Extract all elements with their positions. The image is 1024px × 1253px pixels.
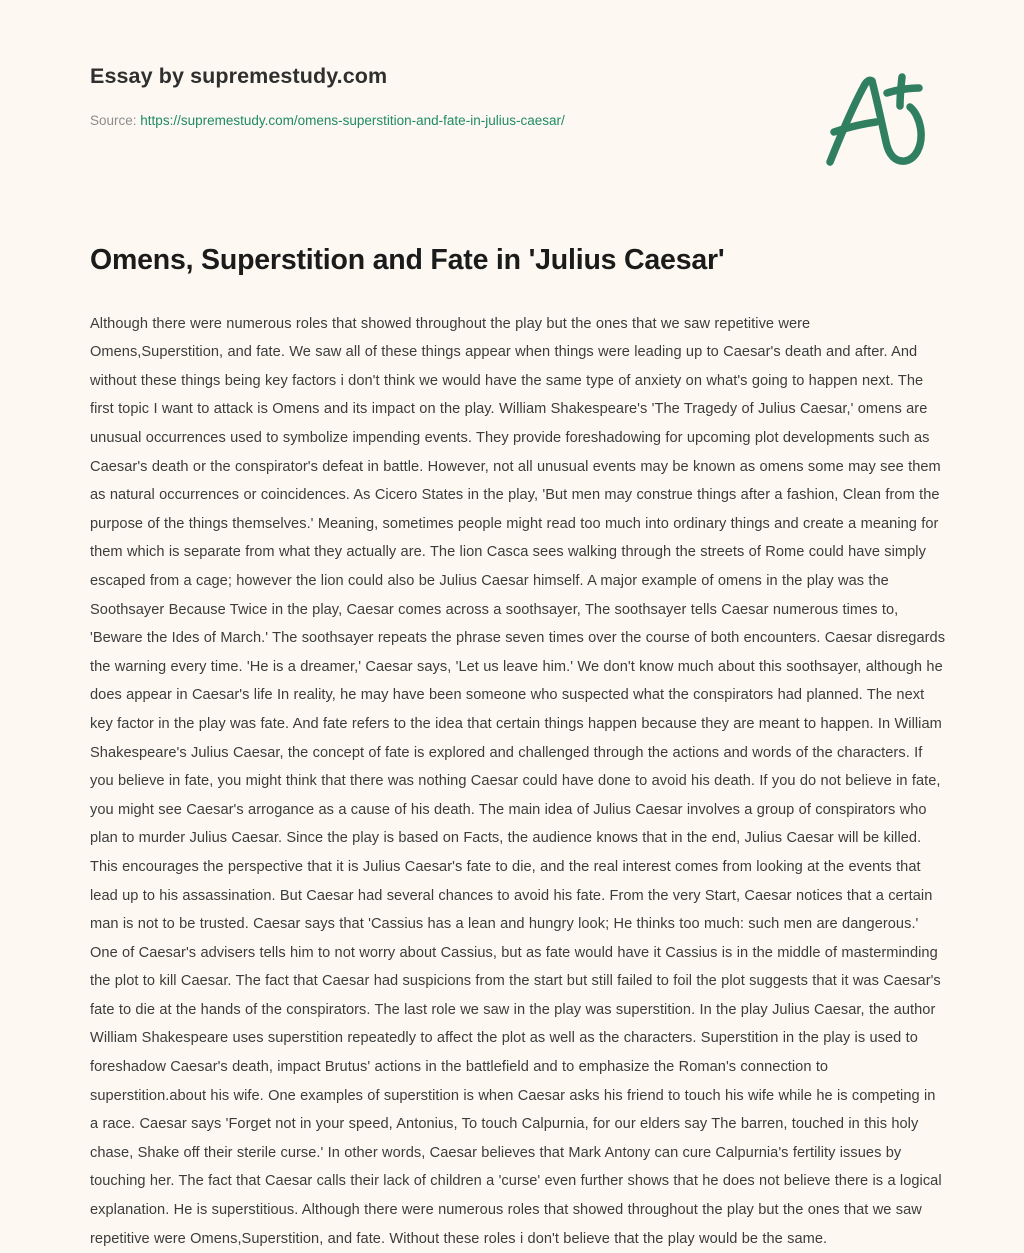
page-header <box>0 0 1024 210</box>
article <box>90 243 946 1253</box>
source-label: Source: <box>90 112 137 128</box>
article-body-text: Although there were numerous roles that showed throughout the play but the ones that we saw repetitive were Omens,Superstition, and fate. We saw all of these things appear when things were leading up to Caesar's death and after. And without these things being key factors i don't think we would have the same type of anxiety on what's going to happen next. The first topic I want to attack is Omens and its impact on the play. William Shakespeare's 'The Tragedy of Julius Caesar,' omens are unusual occurrences used to symbolize impending events. They provide foreshadowing for upcoming plot developments such as Caesar's death or the conspirator's defeat in battle. However, not all unusual events may be known as omens some may see them as natural occurrences or coincidences. As Cicero States in the play, 'But men may construe things after a fashion, Clean from the purpose of the things themselves.' Meaning, sometimes people might read too much into ordinary things and create a meaning for them which is separate from what they actually are. The lion Casca sees walking through the streets of Rome could have simply escaped from a cage; however the lion could also be Julius Caesar himself. A major example of omens in the play was the Soothsayer Because Twice in the play, Caesar comes across a soothsayer, The soothsayer tells Caesar numerous times to, 'Beware the Ides of March.' The soothsayer repeats the phrase seven times over the course of both encounters. Caesar disregards the warning every time. 'He is a dreamer,' Caesar says, 'Let us leave him.' We don't know much about this soothsayer, although he does appear in Caesar's life In reality, he may have been someone who suspected what the conspirators had planned. The next key factor in the play was fate. And fate refers to the idea that certain things happen because they are meant to happen. In William Shakespeare's Julius Caesar, the concept of fate is explored and challenged through the actions and words of the characters. If you believe in fate, you might think that there was nothing Caesar could have done to avoid his death. If you do not believe in fate, you might see Caesar's arrogance as a cause of his death. The main idea of Julius Caesar involves a group of conspirators who plan to murder Julius Caesar. Since the play is based on Facts, the audience knows that in the end, Julius Caesar will be killed. This encourages the perspective that it is Julius Caesar's fate to die, and the real interest comes from looking at the events that lead up to his assassination. But Caesar had several chances to avoid his fate. From the very Start, Caesar notices that a certain man is not to be trusted. Caesar says that 'Cassius has a lean and hungry look; He thinks too much: such men are dangerous.' One of Caesar's advisers tells him to not worry about Cassius, but as fate would have it Cassius is in the middle of masterminding the plot to kill Caesar. The fact that Caesar had suspicions from the start but still failed to foil the plot suggests that it was Caesar's fate to die at the hands of the conspirators. The last role we saw in the play was superstition. In the play Julius Caesar, the author William Shakespeare uses superstition repeatedly to affect the plot as well as the characters. Superstition in the play is used to foreshadow Caesar's death, impact Brutus' actions in the battlefield and to emphasize the Roman's connection to superstition.about his wife. One examples of superstition is when Caesar asks his friend to touch his wife while he is competing in a race. Caesar says 'Forget not in your speed, Antonius, To touch Calpurnia, for our elders say The barren, touched in this holy chase, Shake off their sterile curse.' In other words, Caesar believes that Mark Antony can cure Calpurnia's fertility issues by touching her. The fact that Caesar calls their lack of children a 'curse' even further shows that he does not believe there is a logical explanation. He is superstitious. Although there were numerous roles that showed throughout the play but the ones that we saw repetitive were Omens,Superstition, and fate. Without these roles i don't believe that the play would be the same. <box>90 315 946 1247</box>
page-title: Omens, Superstition and Fate in 'Julius Caesar' <box>90 244 725 276</box>
a-plus-logo-icon <box>800 62 945 182</box>
source-url-link[interactable]: https://supremestudy.com/omens-superstition-and-fate-in-julius-caesar/ <box>140 112 565 128</box>
source-line <box>90 112 730 130</box>
brand-title: Essay by supremestudy.com <box>90 64 388 88</box>
brand-block <box>90 64 730 129</box>
